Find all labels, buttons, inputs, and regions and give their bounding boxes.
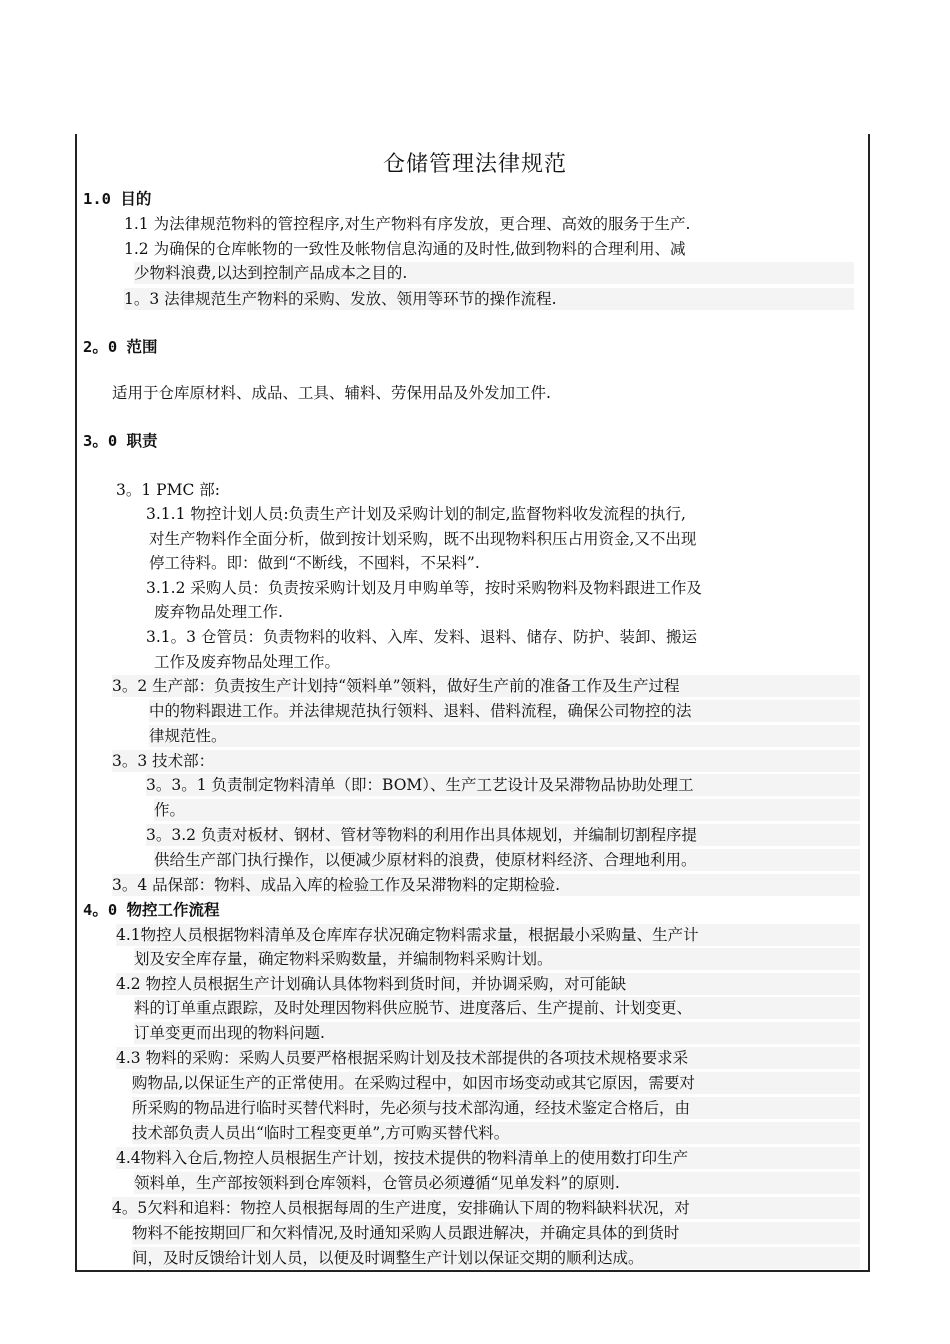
paragraph-line: 工作及废弃物品处理工作。 bbox=[154, 653, 341, 671]
paragraph-line: 所采购的物品进行临时买替代料时，先必须与技术部沟通，经技术鉴定合格后，由 bbox=[132, 1097, 860, 1119]
paragraph-line: 1。3 法律规范生产物料的采购、发放、领用等环节的操作流程. bbox=[124, 288, 854, 310]
paragraph-line: 料的订单重点跟踪，及时处理因物料供应脱节、进度落后、生产提前、计划变更、 bbox=[134, 997, 860, 1019]
paragraph-line: 3。2 生产部：负责按生产计划持“领料单”领料，做好生产前的准备工作及生产过程 bbox=[112, 675, 860, 697]
paragraph-line: 少物料浪费,以达到控制产品成本之目的. bbox=[134, 262, 854, 284]
paragraph-line: 对生产物料作全面分析，做到按计划采购，既不出现物料积压占用资金,又不出现 bbox=[149, 530, 697, 548]
paragraph-line: 3。1 PMC 部: bbox=[116, 481, 220, 499]
paragraph-line: 废弃物品处理工作. bbox=[154, 603, 283, 621]
paragraph-line: 适用于仓库原材料、成品、工具、辅料、劳保用品及外发加工件. bbox=[112, 384, 551, 402]
page-title: 仓储管理法律规范 bbox=[382, 152, 567, 177]
paragraph-line: 4.4物料入仓后,物控人员根据生产计划，按技术提供的物料清单上的使用数打印生产 bbox=[116, 1147, 860, 1169]
paragraph-line: 3.1.1 物控计划人员:负责生产计划及采购计划的制定,监督物料收发流程的执行, bbox=[146, 505, 686, 523]
paragraph-line: 3。3.2 负责对板材、钢材、管材等物料的利用作出具体规划，并编制切割程序提 bbox=[146, 824, 860, 846]
section-heading: 3。0 职责 bbox=[83, 432, 158, 450]
paragraph-line: 物料不能按期回厂和欠料情况,及时通知采购人员跟进解决，并确定具体的到货时 bbox=[132, 1222, 860, 1244]
section-heading: 2。0 范围 bbox=[83, 338, 158, 356]
paragraph-line: 4.3 物料的采购：采购人员要严格根据采购计划及技术部提供的各项技术规格要求采 bbox=[116, 1047, 860, 1069]
paragraph-line: 律规范性。 bbox=[149, 725, 860, 747]
paragraph-line: 1.1 为法律规范物料的管控程序,对生产物料有序发放，更合理、高效的服务于生产. bbox=[124, 215, 691, 233]
paragraph-line: 3.1.2 采购人员：负责按采购计划及月申购单等，按时采购物料及物料跟进工作及 bbox=[146, 579, 702, 597]
paragraph-line: 间，及时反馈给计划人员，以便及时调整生产计划以保证交期的顺利达成。 bbox=[132, 1247, 860, 1269]
paragraph-line: 停工待料。即：做到“不断线，不囤料，不呆料”. bbox=[149, 554, 480, 572]
paragraph-line: 3。3。1 负责制定物料清单（即：BOM）、生产工艺设计及呆滞物品协助处理工 bbox=[146, 774, 860, 796]
paragraph-line: 4.1物控人员根据物料清单及仓库库存状况确定物料需求量，根据最小采购量、生产计 bbox=[116, 924, 860, 946]
paragraph-line: 3。4 品保部：物料、成品入库的检验工作及呆滞物料的定期检验. bbox=[112, 874, 860, 896]
paragraph-line: 领料单，生产部按领料到仓库领料，仓管员必须遵循“见单发料”的原则. bbox=[134, 1172, 860, 1194]
section-heading: 1.0 目的 bbox=[83, 190, 152, 208]
paragraph-line: 作。 bbox=[154, 799, 860, 821]
paragraph-line: 技术部负责人员出“临时工程变更单”,方可购买替代料。 bbox=[132, 1122, 860, 1144]
paragraph-line: 划及安全库存量，确定物料采购数量，并编制物料采购计划。 bbox=[134, 948, 860, 970]
paragraph-line: 中的物料跟进工作。并法律规范执行领料、退料、借料流程，确保公司物控的法 bbox=[149, 700, 860, 722]
paragraph-line: 购物品,以保证生产的正常使用。在采购过程中，如因市场变动或其它原因，需要对 bbox=[132, 1072, 860, 1094]
paragraph-line: 4.2 物控人员根据生产计划确认具体物料到货时间，并协调采购，对可能缺 bbox=[116, 973, 860, 995]
paragraph-line: 订单变更而出现的物料问题. bbox=[134, 1022, 860, 1044]
section-heading: 4。0 物控工作流程 bbox=[83, 901, 220, 919]
paragraph-line: 4。5欠料和追料：物控人员根据每周的生产进度，安排确认下周的物料缺料状况，对 bbox=[112, 1197, 860, 1219]
paragraph-line: 1.2 为确保的仓库帐物的一致性及帐物信息沟通的及时性,做到物料的合理利用、减 bbox=[124, 240, 686, 258]
paragraph-line: 供给生产部门执行操作，以便减少原材料的浪费，使原材料经济、合理地利用。 bbox=[154, 849, 860, 871]
paragraph-line: 3。3 技术部： bbox=[112, 750, 860, 772]
paragraph-line: 3.1。3 仓管员：负责物料的收料、入库、发料、退料、储存、防护、装卸、搬运 bbox=[146, 628, 697, 646]
